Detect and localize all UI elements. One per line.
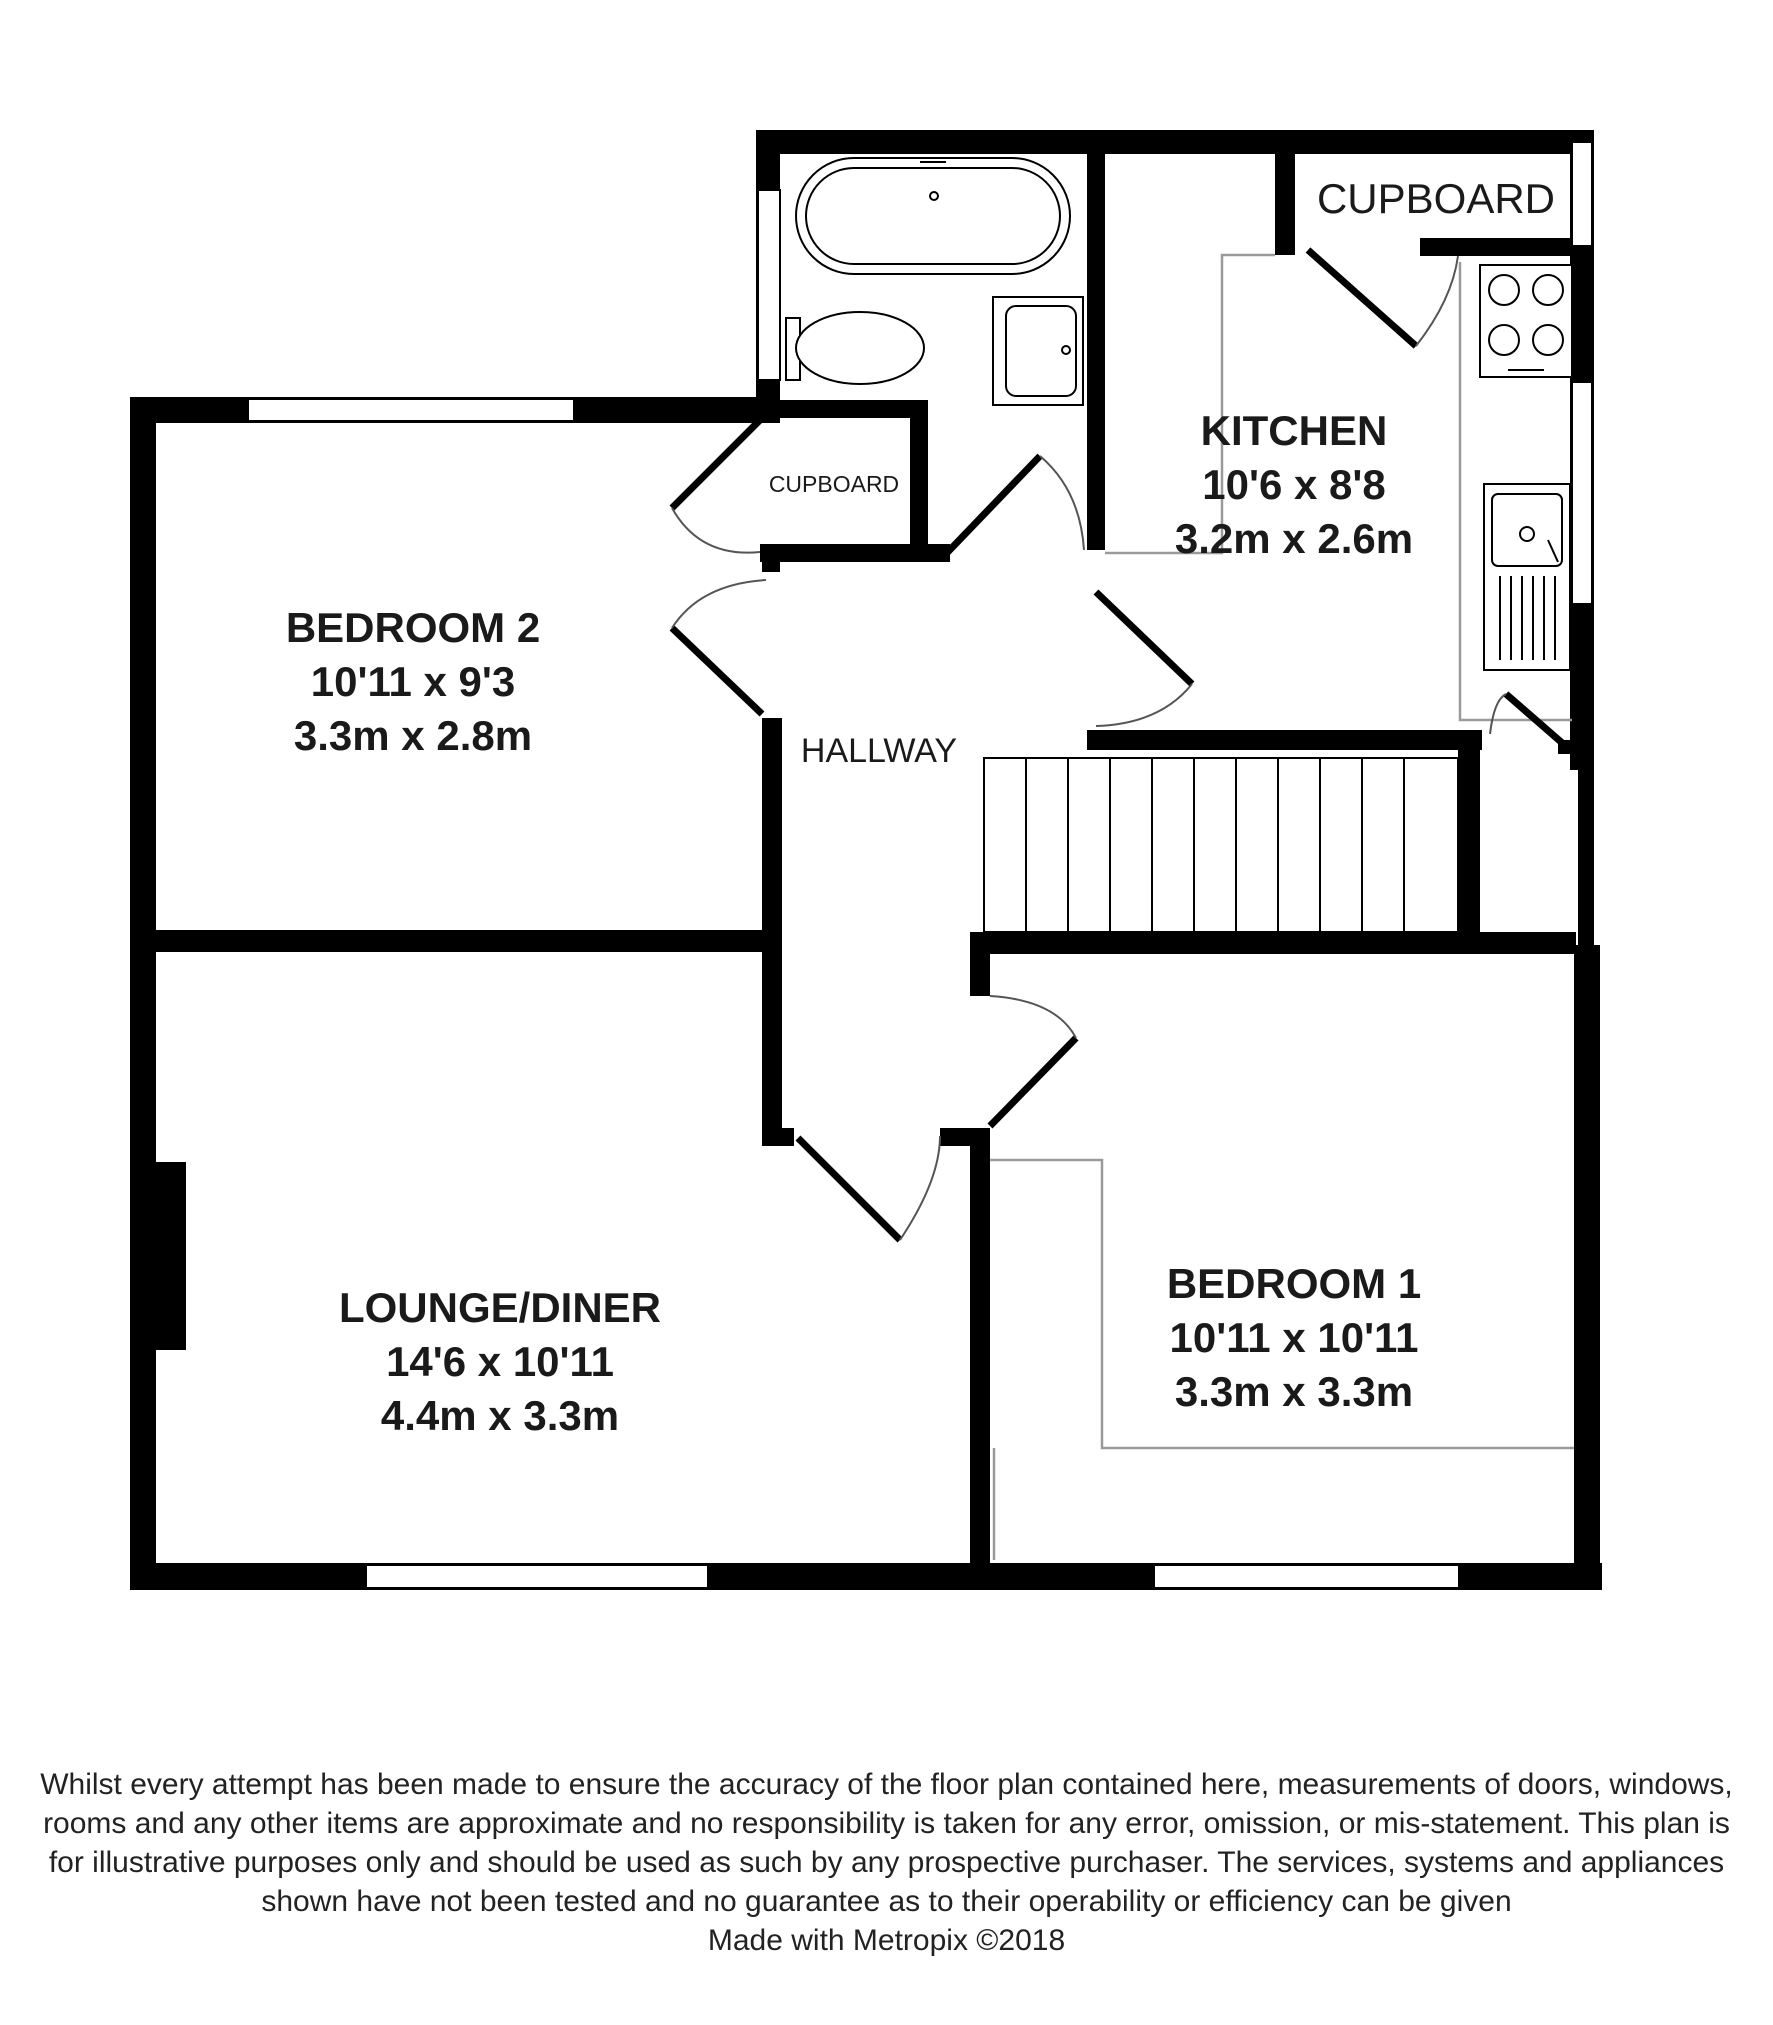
hob-ring-3 — [1489, 325, 1519, 355]
door-lounge — [798, 1138, 900, 1240]
hob-ring-1 — [1489, 275, 1519, 305]
staircase — [984, 758, 1458, 932]
bedroom1-metric: 3.3m x 3.3m — [1174, 1368, 1414, 1415]
chimney-breast — [150, 1162, 186, 1350]
lounge-name: LOUNGE/DINER — [338, 1284, 662, 1331]
window-kitchen-upper — [1572, 142, 1592, 246]
wall-hall-cupboard-top — [760, 400, 928, 418]
bedroom1-imperial: 10'11 x 10'11 — [1169, 1314, 1419, 1361]
disclaimer — [40, 1765, 1733, 1960]
door-arc-bedroom1 — [990, 996, 1076, 1038]
room-labels — [286, 175, 1555, 1439]
door-arc-kitchen-cupboard — [1416, 256, 1458, 346]
kitchen-cupboard-label: CUPBOARD — [1316, 175, 1556, 222]
door-arc-bedroom2 — [672, 580, 766, 628]
wall-hall-cupboard-right — [910, 400, 928, 560]
lounge-metric: 4.4m x 3.3m — [380, 1392, 620, 1439]
kitchen-name: KITCHEN — [1200, 407, 1388, 454]
bath-inner — [806, 168, 1060, 264]
bathroom-fixtures — [786, 158, 1083, 405]
door-arc-bathroom — [1040, 456, 1084, 550]
wall-bed1-top — [970, 932, 1576, 954]
wall-kitchen-cupboard-left — [1275, 150, 1295, 255]
wall-hall-right-upper — [970, 932, 990, 996]
lounge-imperial: 14'6 x 10'11 — [386, 1338, 614, 1385]
door-bedroom2 — [672, 628, 762, 714]
window-lounge — [366, 1565, 708, 1588]
wall-right-lower — [1574, 945, 1600, 1590]
door-arc-kitchen — [1096, 684, 1192, 726]
window-bedroom1 — [1154, 1565, 1459, 1588]
wall-bed2-lounge — [150, 930, 780, 952]
wall-hall-cupboard-bottom — [760, 544, 950, 562]
disclaimer-text: Whilst every attempt has been made to ensure the accuracy of the floor plan contained here, measurements of doors, windows, rooms and any other items are approximate and no responsibility is taken for any error, omission, or mis-statement. This plan is for illustrative purposes only and should be used as such by any prospective purchaser. The services, systems and appliances shown have not been tested and no guarantee as to their operability or efficiency can be given — [40, 1768, 1733, 1918]
kitchen-worktop-left — [1105, 255, 1275, 553]
wall-right-mid — [1578, 752, 1594, 952]
wall-kitchen-cupboard-bottom — [1420, 238, 1572, 256]
washbasin-drain-icon — [1062, 346, 1070, 354]
wall-hall-right-lower — [970, 1128, 990, 1582]
hallway-label: HALLWAY — [800, 732, 958, 770]
wall-bath-kitchen — [1087, 150, 1105, 550]
door-kitchen — [1096, 592, 1192, 684]
wall-left — [130, 397, 156, 1590]
window-bedroom2 — [248, 399, 574, 421]
window-kitchen-lower — [1572, 382, 1592, 604]
door-arc-hall-cupboard — [672, 508, 760, 553]
hob-ring-2 — [1533, 275, 1563, 305]
door-bedroom1 — [990, 1038, 1076, 1126]
door-arc-lounge — [900, 1136, 940, 1240]
credit-text: Made with Metropix ©2018 — [707, 1924, 1066, 1957]
door-arc-understairs — [1490, 694, 1506, 734]
toilet-bowl-icon — [796, 312, 924, 384]
door-bathroom — [944, 456, 1040, 556]
kitchen-metric: 3.2m x 2.6m — [1174, 515, 1414, 562]
wall-top-upper — [756, 130, 1584, 154]
bedroom2-name: BEDROOM 2 — [285, 604, 541, 651]
wall-hall-right-nib — [940, 1128, 980, 1146]
door-kitchen-cupboard — [1308, 250, 1416, 346]
kitchen-imperial: 10'6 x 8'8 — [1202, 461, 1386, 508]
bedroom2-imperial: 10'11 x 9'3 — [310, 658, 516, 705]
window-bathroom — [758, 190, 780, 380]
stairs-outline — [984, 758, 1458, 932]
bedroom2-metric: 3.3m x 2.8m — [293, 712, 533, 759]
sink-drain-icon — [1520, 527, 1534, 541]
hall-cupboard-label: CUPBOARD — [768, 471, 900, 497]
wall-hall-left-upper — [762, 548, 780, 572]
wall-stair-right — [1458, 750, 1480, 938]
bedroom1-name: BEDROOM 1 — [1166, 1260, 1422, 1307]
wall-kitchen-bottom — [1087, 730, 1482, 750]
bath-drain-icon — [930, 192, 938, 200]
wall-hall-left-nib — [762, 1128, 794, 1146]
hob-ring-4 — [1533, 325, 1563, 355]
door-hall-cupboard — [672, 420, 760, 508]
